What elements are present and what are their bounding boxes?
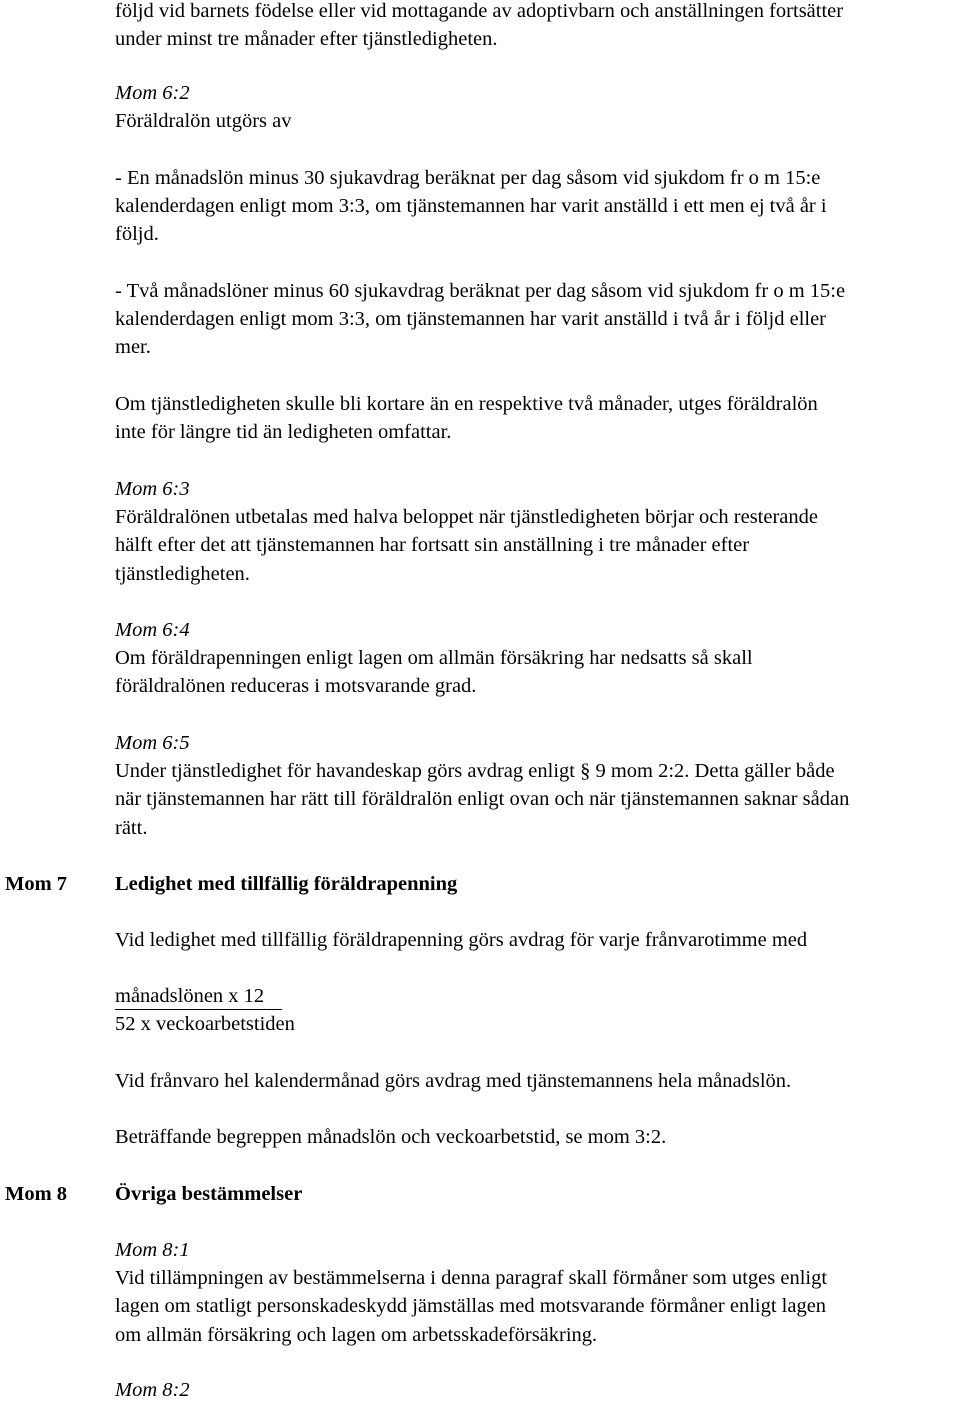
text-line: kalenderdagen enligt mom 3:3, om tjänstemannen har varit anställd i ett men ej två år i — [115, 195, 827, 218]
mom-8-label: Mom 8 — [5, 1183, 68, 1205]
text-line: - En månadslön minus 30 sjukavdrag beräknat per dag såsom vid sjukdom fr o m 15:e — [115, 167, 821, 189]
mom-6-4-heading: Mom 6:4 — [115, 619, 190, 641]
mom-6-2-section — [115, 79, 960, 135]
text-line: Om föräldrapenningen enligt lagen om allmän försäkring har nedsatts så skall — [115, 647, 753, 670]
mom-6-2-heading: Mom 6:2 — [115, 82, 190, 104]
mom-8-1-heading: Mom 8:1 — [115, 1239, 190, 1261]
mom-7-line-2 — [115, 1067, 960, 1095]
mom-6-3-heading: Mom 6:3 — [115, 478, 190, 500]
text-line: mer. — [115, 336, 151, 359]
mom-6-5-section — [115, 729, 960, 842]
mom-6-4-section — [115, 616, 960, 701]
text-line: rätt. — [115, 816, 148, 839]
text-line: inte för längre tid än ledigheten omfattar. — [115, 421, 452, 444]
text-line: föräldralönen reduceras i motsvarande grad. — [115, 675, 477, 698]
text-line: Om tjänstledigheten skulle bli kortare än en respektive två månader, utges föräldralön — [115, 393, 818, 415]
text-line: lagen om statligt personskadeskydd jämställas med motsvarande förmåner enligt lagen — [115, 1295, 827, 1318]
text-line: Vid tillämpningen av bestämmelserna i denna paragraf skall förmåner som utges enligt — [115, 1267, 828, 1290]
text-line: Vid frånvaro hel kalendermånad görs avdrag med tjänstemannens hela månadslön. — [115, 1070, 792, 1092]
mom-8-title: Övriga bestämmelser — [115, 1183, 303, 1205]
text-line: följd vid barnets födelse eller vid mottagande av adoptivbarn och anställningen fortsätter — [115, 0, 844, 22]
formula-denominator: 52 x veckoarbetstiden — [115, 1013, 295, 1036]
text-line: kalenderdagen enligt mom 3:3, om tjänstemannen har varit anställd i två år i följd eller — [115, 308, 827, 331]
mom-8-2-heading: Mom 8:2 — [115, 1379, 190, 1401]
mom-6-3-section — [115, 475, 960, 588]
text-line: när tjänstemannen har rätt till föräldralön enligt ovan och när tjänstemannen saknar sådan — [115, 788, 850, 811]
text-line: Föräldralönen utbetalas med halva beloppet när tjänstledigheten börjar och resterande — [115, 506, 818, 529]
mom-6-2-item-1 — [115, 164, 960, 249]
mom-7-line-1 — [115, 926, 960, 954]
text-line: följd. — [115, 223, 159, 246]
mom-7-title: Ledighet med tillfällig föräldrapenning — [115, 873, 458, 895]
text-line: - Två månadslöner minus 60 sjukavdrag beräknat per dag såsom vid sjukdom fr o m 15:e — [115, 280, 846, 302]
mom-6-2-item-2 — [115, 277, 960, 362]
formula-numerator: månadslönen x 12 — [115, 983, 282, 1010]
mom-8-1-section — [115, 1236, 960, 1349]
text-line: tjänstledigheten. — [115, 562, 250, 585]
text-line: Vid ledighet med tillfällig föräldrapenning görs avdrag för varje frånvarotimme med — [115, 929, 808, 951]
text-line: om allmän försäkring och lagen om arbetsskadeförsäkring. — [115, 1323, 598, 1346]
text-line: under minst tre månader efter tjänstledigheten. — [115, 28, 498, 51]
text-line: Beträffande begreppen månadslön och veckoarbetstid, se mom 3:2. — [115, 1126, 667, 1148]
text-line: Under tjänstledighet för havandeskap görs avdrag enligt § 9 mom 2:2. Detta gäller både — [115, 760, 835, 783]
text-line: Föräldralön utgörs av — [115, 110, 292, 133]
mom-7-line-3 — [115, 1123, 960, 1151]
intro-paragraph — [115, 0, 960, 53]
deduction-formula — [115, 982, 960, 1038]
mom-6-5-heading: Mom 6:5 — [115, 732, 190, 754]
text-line: hälft efter det att tjänstemannen har fortsatt sin anställning i tre månader efter — [115, 534, 750, 557]
mom-6-2-paragraph — [115, 390, 960, 446]
mom-7-label: Mom 7 — [5, 873, 68, 895]
